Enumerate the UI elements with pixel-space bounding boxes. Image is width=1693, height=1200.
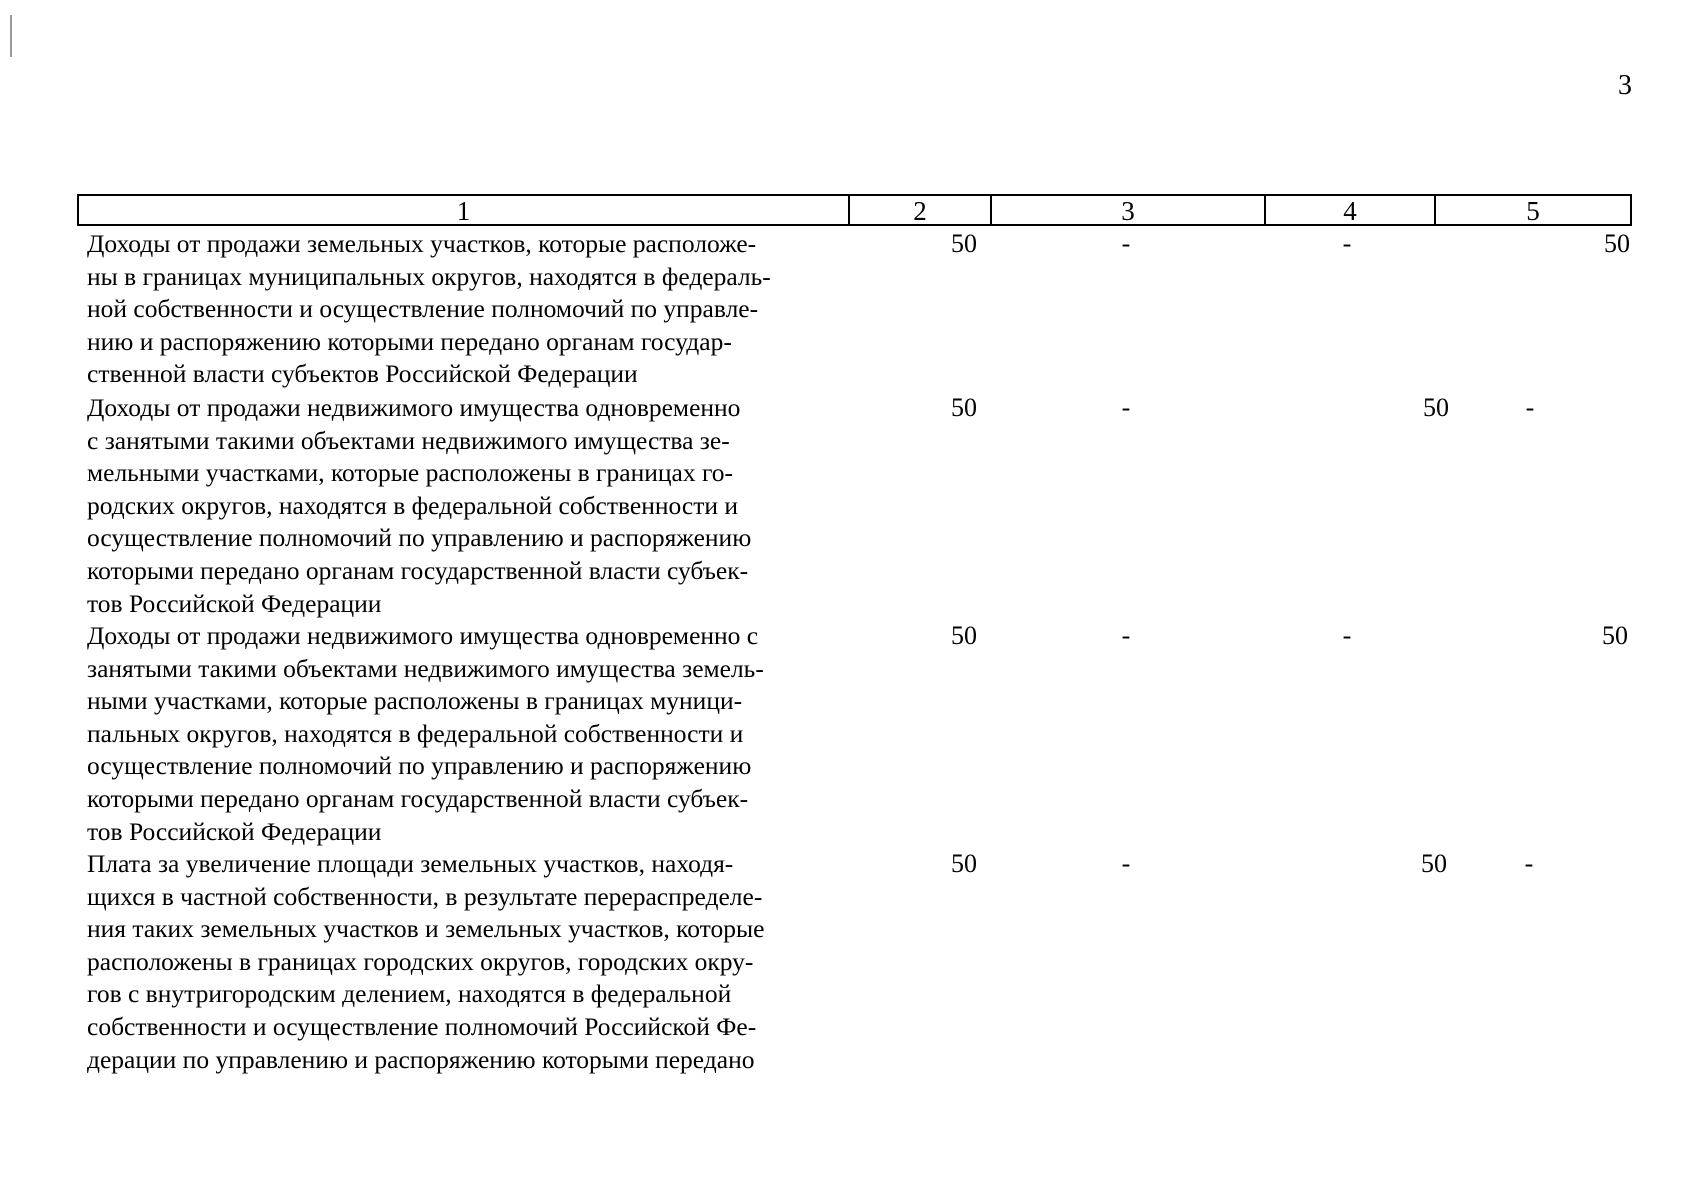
text-line: гов с внутригородским делением, находятся в федеральной bbox=[87, 979, 732, 1009]
cell-col-5: 50 bbox=[1602, 621, 1628, 650]
cell-col-2: 50 bbox=[951, 393, 977, 422]
row-description bbox=[87, 228, 837, 391]
row-description bbox=[87, 620, 837, 848]
text-line: которыми передано органам государственной власти субъек- bbox=[87, 783, 749, 813]
text-line: дерации по управлению и распоряжению которыми передано bbox=[87, 1044, 755, 1074]
table-header-col-4: 4 bbox=[1266, 196, 1436, 224]
cell-col-4: - bbox=[1342, 229, 1352, 258]
cell-col-3: - bbox=[1121, 229, 1131, 258]
text-line: Доходы от продажи недвижимого имущества одновременно bbox=[87, 393, 741, 422]
text-line: ния таких земельных участков и земельных участков, которые bbox=[87, 914, 765, 944]
text-line: мельными участками, которые расположены в границах го- bbox=[87, 458, 734, 488]
table-header-row bbox=[77, 194, 1632, 226]
cell-col-2: 50 bbox=[951, 229, 977, 258]
cell-col-4: - bbox=[1342, 621, 1352, 650]
text-line: осуществление полномочий по управлению и распоряжению bbox=[87, 523, 752, 553]
page-number: 3 bbox=[1618, 70, 1632, 101]
text-line: расположены в границах городских округов, городских окру- bbox=[87, 946, 754, 976]
text-line: родских округов, находятся в федеральной собственности и bbox=[87, 490, 739, 520]
text-line: тов Российской Федерации bbox=[87, 588, 382, 618]
text-line: ной собственности и осуществление полномочий по управле- bbox=[87, 294, 759, 324]
row-description bbox=[87, 848, 837, 1076]
text-line: нию и распоряжению которыми передано органам государ- bbox=[87, 326, 732, 356]
cell-col-4: 50 bbox=[1423, 393, 1449, 422]
cell-col-3: - bbox=[1121, 393, 1131, 422]
text-line: осуществление полномочий по управлению и распоряжению bbox=[87, 751, 752, 781]
text-line: ственной власти субъектов Российской Федерации bbox=[87, 359, 638, 389]
cell-col-3: - bbox=[1121, 621, 1131, 650]
text-line: собственности и осуществление полномочий Российской Фе- bbox=[87, 1011, 757, 1041]
text-line: тов Российской Федерации bbox=[87, 816, 382, 846]
scan-edge-mark bbox=[10, 15, 12, 57]
cell-col-5: 50 bbox=[1604, 229, 1630, 258]
text-line: щихся в частной собственности, в результате перераспределе- bbox=[87, 881, 763, 911]
cell-col-2: 50 bbox=[951, 849, 977, 878]
cell-col-5: - bbox=[1525, 393, 1535, 422]
text-line: которыми передано органам государственной власти субъек- bbox=[87, 555, 749, 585]
table-header-col-1: 1 bbox=[79, 196, 850, 224]
text-line: пальных округов, находятся в федеральной собственности и bbox=[87, 718, 744, 748]
cell-col-5: - bbox=[1524, 849, 1534, 878]
text-line: ны в границах муниципальных округов, находятся в федераль- bbox=[87, 261, 771, 291]
cell-col-2: 50 bbox=[951, 621, 977, 650]
text-line: Доходы от продажи земельных участков, которые расположе- bbox=[87, 229, 757, 258]
cell-col-4: 50 bbox=[1421, 849, 1447, 878]
text-line: занятыми такими объектами недвижимого имущества земель- bbox=[87, 653, 764, 683]
text-line: с занятыми такими объектами недвижимого имущества зе- bbox=[87, 425, 730, 455]
text-line: Доходы от продажи недвижимого имущества одновременно с bbox=[87, 621, 759, 650]
table-header-col-2: 2 bbox=[850, 196, 992, 224]
text-line: Плата за увеличение площади земельных участков, находя- bbox=[87, 849, 734, 878]
table-header-col-3: 3 bbox=[992, 196, 1266, 224]
table-header-col-5: 5 bbox=[1526, 196, 1540, 226]
row-description bbox=[87, 392, 837, 620]
text-line: ными участками, которые расположены в границах муници- bbox=[87, 686, 743, 716]
cell-col-3: - bbox=[1121, 849, 1131, 878]
